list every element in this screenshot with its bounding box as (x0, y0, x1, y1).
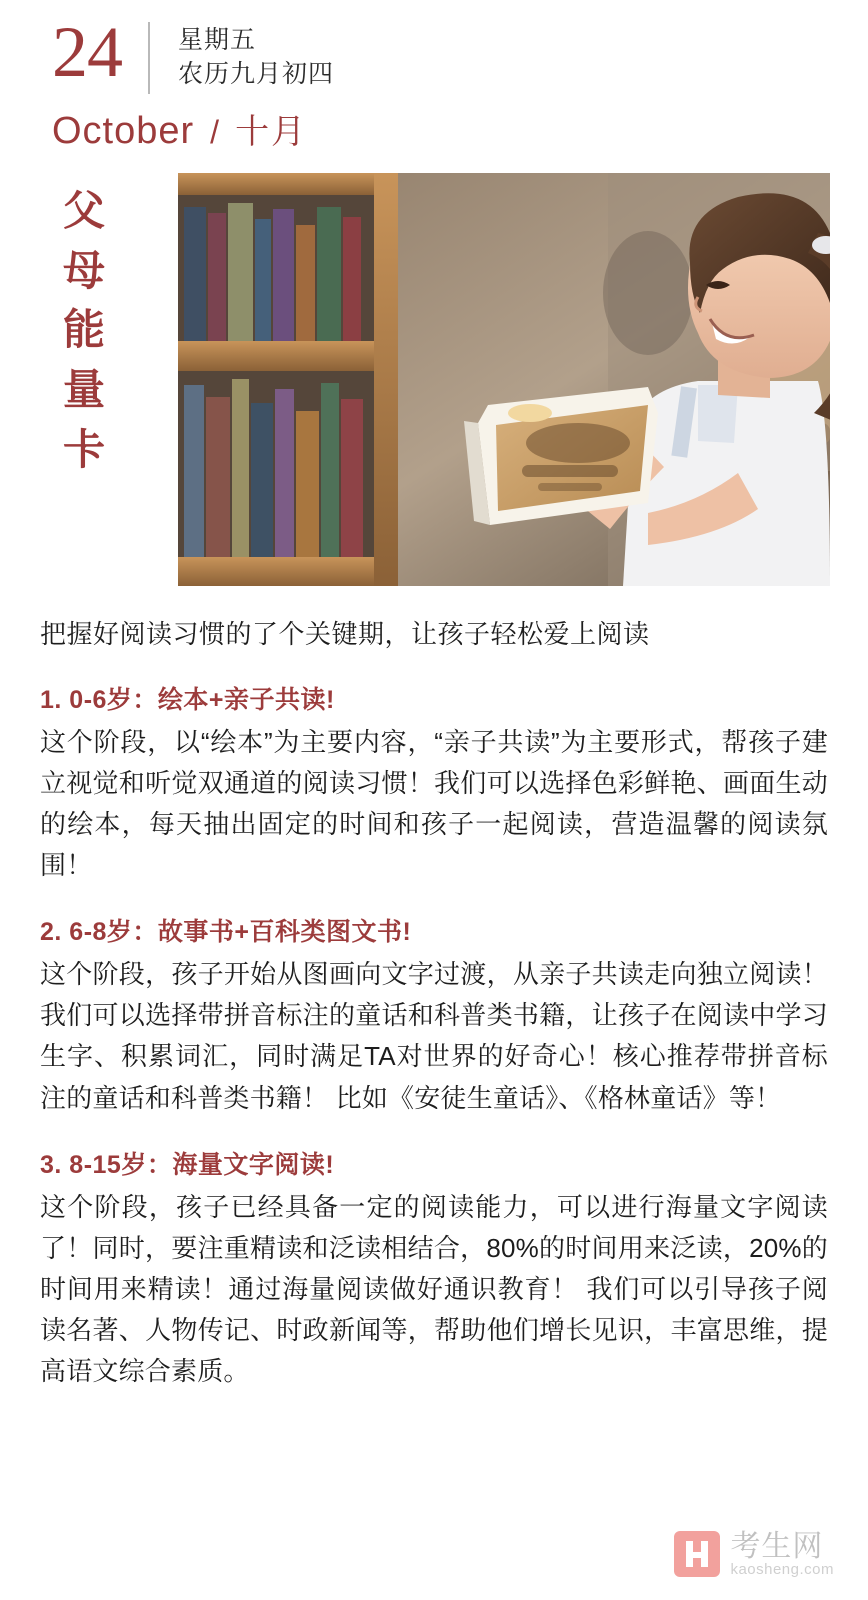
section-2 (40, 912, 828, 1118)
vertical-title-char-2: 母 (62, 248, 107, 295)
watermark-logo-bar (686, 1552, 708, 1558)
month-chinese-label: 十月 (235, 113, 308, 151)
media-row (0, 173, 868, 593)
vertical-title-char-5: 卡 (62, 427, 107, 474)
section-3 (40, 1145, 828, 1392)
library-photo (178, 173, 830, 586)
month-separator: / (210, 114, 220, 150)
watermark (674, 1531, 834, 1578)
watermark-english-label: kaosheng.com (730, 1561, 834, 1579)
article-content (0, 593, 868, 1392)
section-1-body: 这个阶段，以“绘本”为主要内容，“亲子共读”为主要形式，帮孩子建立视觉和听觉双通道的阅读习惯！我们可以选择色彩鲜艳、画面生动的绘本，每天抽出固定的时间和孩子一起阅读，营造温馨的阅读氛围！ (40, 727, 828, 881)
month-row (40, 104, 828, 153)
date-header (0, 0, 868, 153)
month-english-label: October (52, 110, 195, 152)
section-3-title: 3. 8-15岁：海量文字阅读! (40, 1150, 335, 1179)
section-1 (40, 680, 828, 886)
section-1-title: 1. 0-6岁：绘本+亲子共读! (40, 686, 335, 714)
vertical-title-char-3: 能 (62, 308, 107, 355)
section-3-body: 这个阶段，孩子已经具备一定的阅读能力，可以进行海量文字阅读了！同时，要注重精读和泛读相结合，80%的时间用来泛读，20%的时间用来精读！通过海量阅读做好通识教育！ 我们可以引导孩子阅读名著、人物传记、时政新闻等，帮助他们增长见识，丰富思维，提高语文综合素质。 (40, 1191, 828, 1386)
date-row (40, 12, 828, 94)
lunar-date-label: 农历九月初四 (178, 59, 335, 88)
weekday-label: 星期五 (178, 26, 257, 54)
watermark-logo-icon (674, 1531, 720, 1577)
weekday-block (150, 18, 334, 92)
vertical-title-char-1: 父 (62, 189, 107, 235)
section-2-title: 2. 6-8岁：故事书+百科类图文书! (40, 918, 412, 947)
watermark-text (730, 1531, 834, 1578)
section-2-body: 这个阶段，孩子开始从图画向文字过渡，从亲子共读走向独立阅读！我们可以选择带拼音标注的童话和科普类书籍，让孩子在阅读中学习生字、积累词汇，同时满足TA对世界的好奇心！核心推荐带拼音标注的童话和科普类书籍！ 比如《安徒生童话》、《格林童话》等！ (40, 959, 828, 1113)
day-number: 24 (52, 12, 122, 92)
lead-paragraph: 把握好阅读习惯的了个关键期，让孩子轻松爱上阅读 (40, 619, 650, 649)
watermark-chinese-label: 考生网 (730, 1529, 824, 1563)
vertical-card-title (40, 183, 130, 481)
vertical-title-char-4: 量 (62, 367, 107, 414)
